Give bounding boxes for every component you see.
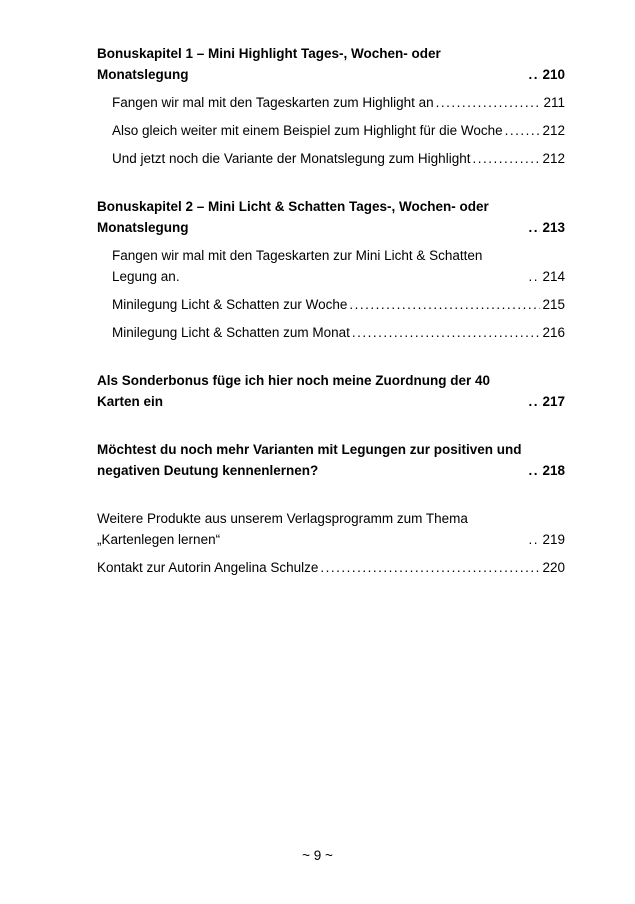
toc-page-number: 216 <box>542 325 565 340</box>
toc-entry-text: Fangen wir mal mit den Tageskarten zum Highlight an <box>112 95 434 110</box>
toc-page-number: 215 <box>542 297 565 312</box>
table-of-contents <box>97 43 565 578</box>
toc-entry <box>97 92 565 113</box>
toc-page-number: 212 <box>542 151 565 166</box>
dot-leader <box>349 294 540 315</box>
dot-leader <box>528 217 540 238</box>
toc-entry-text: Minilegung Licht & Schatten zur Woche <box>112 297 348 312</box>
toc-entry <box>97 322 565 343</box>
dot-leader <box>352 322 541 343</box>
toc-entry-text: Bonuskapitel 2 – Mini Licht & Schatten Tages-, Wochen- oder Monatslegung <box>97 199 489 235</box>
toc-entry <box>97 557 565 578</box>
page-number-footer: ~ 9 ~ <box>302 848 333 863</box>
toc-entry <box>97 439 565 481</box>
toc-page-number: 214 <box>542 269 565 284</box>
toc-page-number: 219 <box>542 532 565 547</box>
toc-page-number: 212 <box>542 123 565 138</box>
dot-leader <box>528 391 540 412</box>
toc-entry-text: Als Sonderbonus füge ich hier noch meine Zuordnung der 40 Karten ein <box>97 373 491 409</box>
toc-page-number: 220 <box>542 560 565 575</box>
toc-entry <box>97 245 565 287</box>
toc-page-number: 218 <box>542 463 565 478</box>
toc-page-number: 211 <box>543 95 565 110</box>
toc-entry-text: Kontakt zur Autorin Angelina Schulze <box>97 560 319 575</box>
toc-entry-text: Und jetzt noch die Variante der Monatslegung zum Highlight <box>112 151 471 166</box>
toc-page-number: 213 <box>542 220 565 235</box>
toc-entry <box>97 294 565 315</box>
dot-leader <box>528 460 540 481</box>
dot-leader <box>320 557 540 578</box>
toc-entry-text: Fangen wir mal mit den Tageskarten zur Mini Licht & Schatten Legung an. <box>112 248 483 284</box>
toc-entry <box>97 43 565 85</box>
toc-entry-text: Weitere Produkte aus unserem Verlagsprogramm zum Thema „Kartenlegen lernen“ <box>97 511 468 547</box>
dot-leader <box>472 148 540 169</box>
toc-page-number: 210 <box>542 67 565 82</box>
dot-leader <box>528 529 540 550</box>
toc-page-number: 217 <box>542 394 565 409</box>
toc-entry-text: Minilegung Licht & Schatten zum Monat <box>112 325 350 340</box>
toc-entry <box>97 370 565 412</box>
dot-leader <box>505 120 541 141</box>
toc-entry-text: Möchtest du noch mehr Varianten mit Legungen zur positiven und negativen Deutung kennenlernen? <box>97 442 522 478</box>
toc-entry-text: Also gleich weiter mit einem Beispiel zum Highlight für die Woche <box>112 123 503 138</box>
dot-leader <box>528 266 540 287</box>
toc-entry <box>97 196 565 238</box>
toc-entry <box>97 120 565 141</box>
toc-entry <box>97 508 565 550</box>
dot-leader <box>528 64 540 85</box>
dot-leader <box>436 92 542 113</box>
toc-entry <box>97 148 565 169</box>
toc-entry-text: Bonuskapitel 1 – Mini Highlight Tages-, Wochen- oder Monatslegung <box>97 46 441 82</box>
